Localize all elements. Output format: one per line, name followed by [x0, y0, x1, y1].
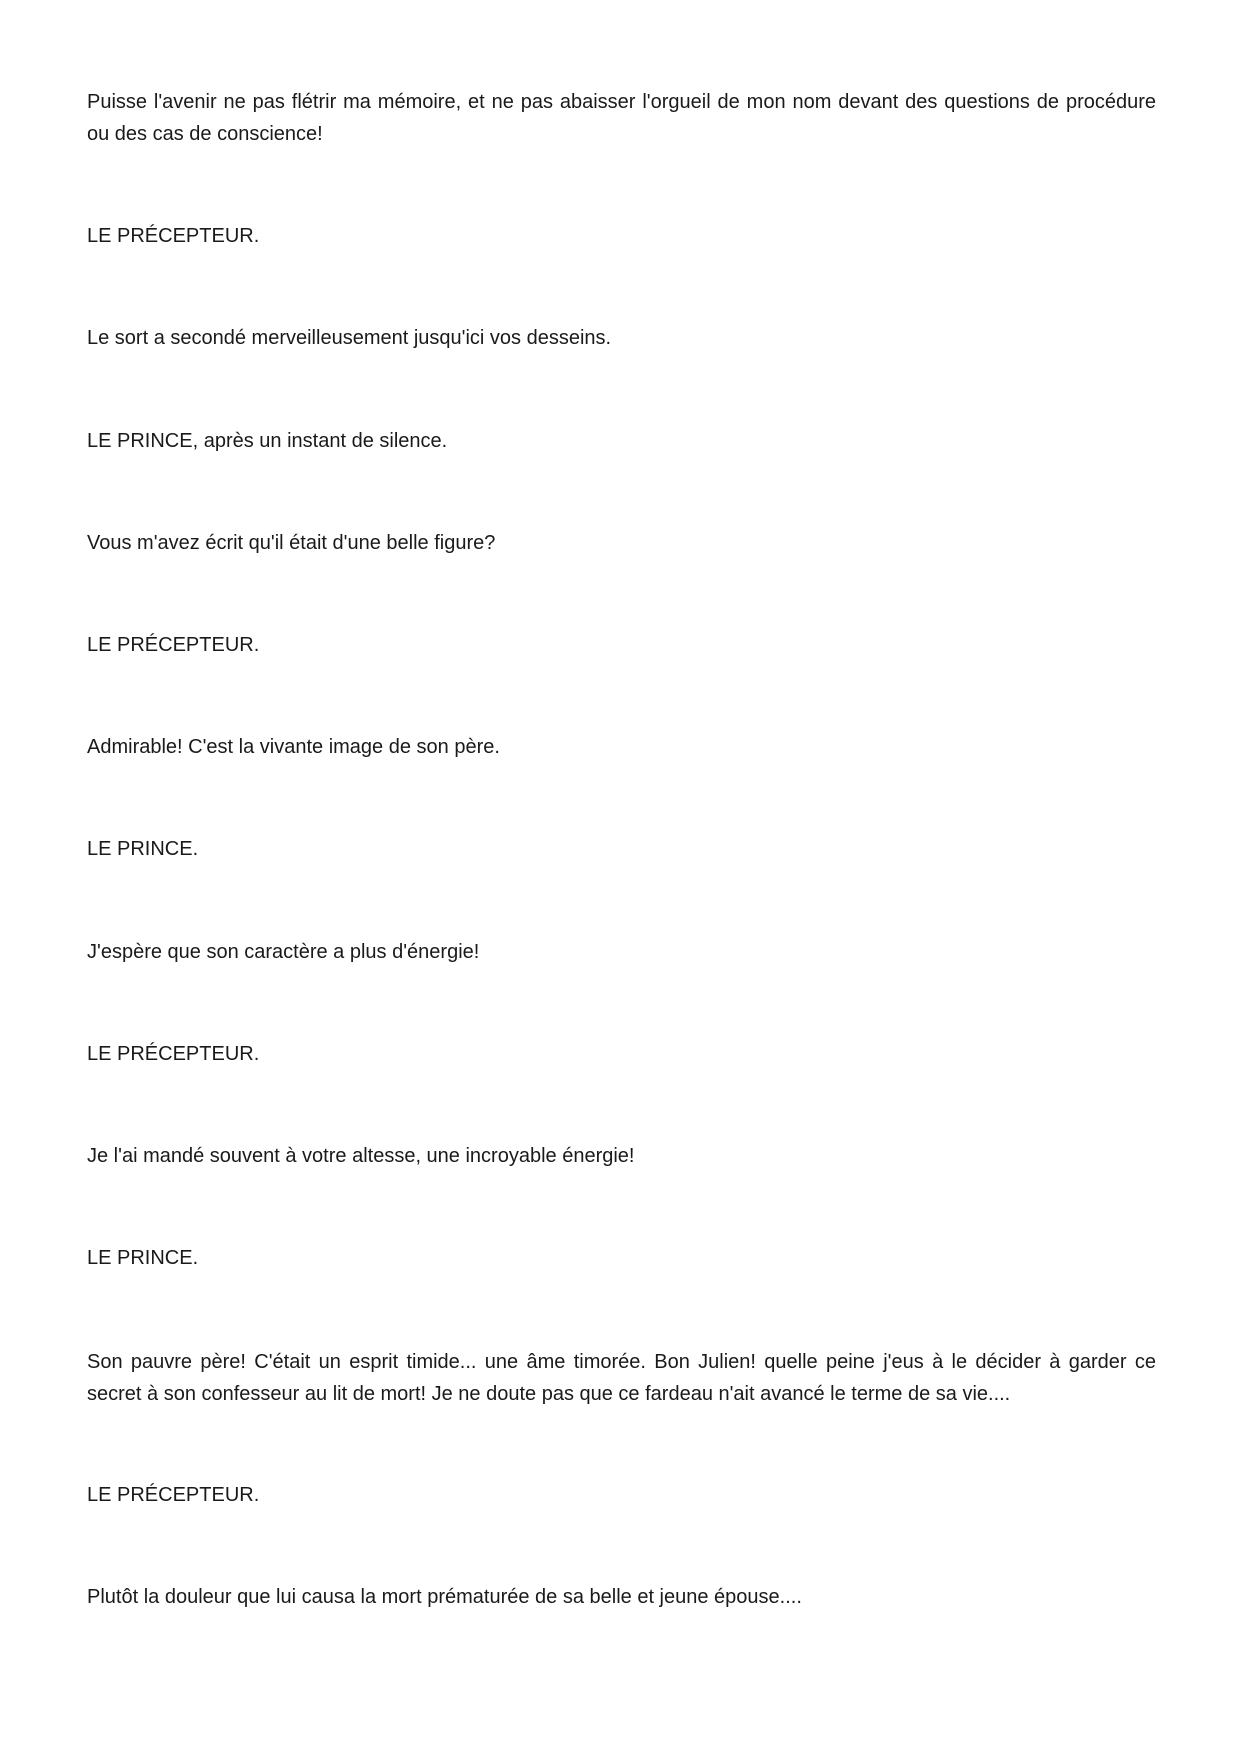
speaker-name: LE PRÉCEPTEUR. — [87, 225, 260, 247]
paragraph-speech: Plutôt la douleur que lui causa la mort prématurée de sa belle et jeune épouse.... — [87, 1586, 802, 1608]
speaker-name: LE PRÉCEPTEUR. — [87, 634, 260, 656]
paragraph-speech: Admirable! C'est la vivante image de son père. — [87, 736, 500, 758]
speaker-name: LE PRINCE. — [87, 838, 199, 860]
paragraph-speech: Vous m'avez écrit qu'il était d'une belle figure? — [87, 532, 496, 554]
speaker-name: LE PRÉCEPTEUR. — [87, 1043, 260, 1065]
paragraph-speech: Puisse l'avenir ne pas flétrir ma mémoire, et ne pas abaisser l'orgueil de mon nom devant des questions de procédure ou des cas de conscience! — [87, 91, 1156, 145]
paragraph-speech: J'espère que son caractère a plus d'énergie! — [87, 941, 480, 963]
speaker-name: LE PRINCE. — [87, 1247, 199, 1269]
speaker-name: LE PRINCE, après un instant de silence. — [87, 430, 448, 452]
speaker-name: LE PRÉCEPTEUR. — [87, 1484, 260, 1506]
paragraph-speech: Je l'ai mandé souvent à votre altesse, une incroyable énergie! — [87, 1145, 635, 1167]
paragraph-speech: Le sort a secondé merveilleusement jusqu'ici vos desseins. — [87, 327, 612, 349]
paragraph-speech: Son pauvre père! C'était un esprit timide... une âme timorée. Bon Julien! quelle peine j'eus à le décider à garder ce secret à son confesseur au lit de mort! Je ne doute pas que ce fardeau n'ait avancé le terme de sa vie.... — [87, 1351, 1156, 1405]
